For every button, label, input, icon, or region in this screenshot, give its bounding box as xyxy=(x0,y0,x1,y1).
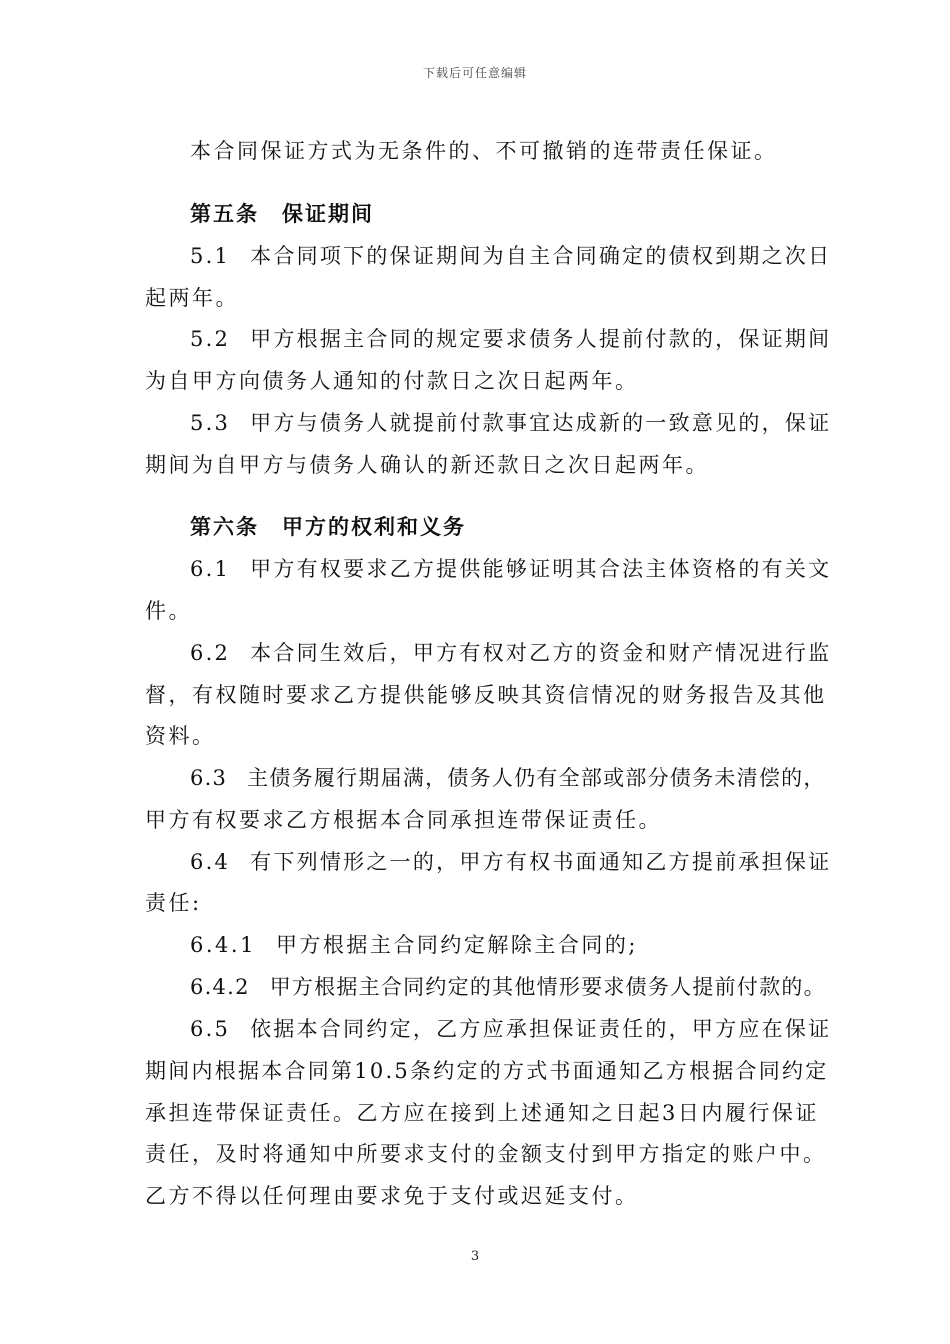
clause-5-3-continued xyxy=(145,452,709,478)
clause-text: 有下列情形之一的，甲方有权书面通知乙方提前承担保证 xyxy=(250,850,832,874)
clause-6-5 xyxy=(190,1016,831,1042)
clause-6-4-1 xyxy=(190,932,638,958)
clause-number: 5.1 xyxy=(190,244,231,268)
clause-6-5-continued xyxy=(145,1183,639,1209)
clause-number: 6.4.2 xyxy=(190,975,250,999)
clause-text: 甲方根据主合同约定的其他情形要求债务人提前付款的。 xyxy=(269,975,826,999)
clause-text: 甲方根据主合同约定解除主合同的; xyxy=(275,933,639,957)
clause-6-3-continued xyxy=(145,807,662,833)
clause-5-1-continued xyxy=(145,285,239,311)
article-5-heading xyxy=(190,201,374,227)
clause-5-2-continued xyxy=(145,368,639,394)
clause-text: 期间内根据本合同第10.5条约定的方式书面通知乙方根据合同约定 xyxy=(145,1059,829,1083)
clause-text: 为自甲方向债务人通知的付款日之次日起两年。 xyxy=(145,369,639,393)
clause-text: 乙方不得以任何理由要求免于支付或迟延支付。 xyxy=(145,1184,639,1208)
clause-text: 责任: xyxy=(145,891,202,915)
clause-text: 依据本合同约定，乙方应承担保证责任的，甲方应在保证 xyxy=(250,1017,832,1041)
clause-text: 督，有权随时要求乙方提供能够反映其资信情况的财务报告及其他 xyxy=(145,683,827,707)
clause-6-3 xyxy=(190,765,826,791)
clause-5-1 xyxy=(190,243,831,269)
clause-6-4-continued xyxy=(145,890,202,916)
clause-number: 6.1 xyxy=(190,557,231,581)
clause-text: 件。 xyxy=(145,599,192,623)
clause-6-2-continued xyxy=(145,723,216,749)
clause-6-4-2 xyxy=(190,974,826,1000)
clause-text: 期间为自甲方与债务人确认的新还款日之次日起两年。 xyxy=(145,453,709,477)
clause-number: 6.4 xyxy=(190,850,231,874)
clause-text: 本合同生效后，甲方有权对乙方的资金和财产情况进行监 xyxy=(250,641,832,665)
clause-text: 承担连带保证责任。乙方应在接到上述通知之日起3日内履行保证 xyxy=(145,1101,819,1125)
clause-text: 起两年。 xyxy=(145,286,239,310)
clause-6-2 xyxy=(190,640,831,666)
paragraph-text: 本合同保证方式为无条件的、不可撤销的连带责任保证。 xyxy=(190,139,778,163)
page-header: 下载后可任意编辑 xyxy=(422,66,527,80)
clause-6-4 xyxy=(190,849,831,875)
clause-text: 主债务履行期届满，债务人仍有全部或部分债务未清偿的， xyxy=(247,766,826,790)
page-number: 3 xyxy=(470,1249,480,1264)
clause-text: 资料。 xyxy=(145,724,216,748)
clause-number: 6.2 xyxy=(190,641,231,665)
heading-text: 第五条 保证期间 xyxy=(190,201,374,226)
clause-number: 5.2 xyxy=(190,327,231,351)
clause-number: 6.3 xyxy=(190,766,228,790)
clause-number: 6.4.1 xyxy=(190,933,256,957)
clause-5-3 xyxy=(190,410,831,436)
clause-6-1-continued xyxy=(145,598,192,624)
guarantee-method-paragraph xyxy=(190,138,778,164)
clause-number: 5.3 xyxy=(190,411,231,435)
article-6-heading xyxy=(190,514,466,540)
clause-number: 6.5 xyxy=(190,1017,231,1041)
clause-6-5-continued xyxy=(145,1141,827,1167)
clause-text: 责任，及时将通知中所要求支付的金额支付到甲方指定的账户中。 xyxy=(145,1142,827,1166)
clause-6-1 xyxy=(190,556,831,582)
clause-5-2 xyxy=(190,326,831,352)
clause-6-2-continued xyxy=(145,682,827,708)
clause-text: 甲方有权要求乙方提供能够证明其合法主体资格的有关文 xyxy=(250,557,832,581)
clause-text: 甲方根据主合同的规定要求债务人提前付款的，保证期间 xyxy=(250,327,832,351)
clause-6-5-continued xyxy=(145,1058,829,1084)
clause-text: 甲方有权要求乙方根据本合同承担连带保证责任。 xyxy=(145,808,662,832)
clause-text: 本合同项下的保证期间为自主合同确定的债权到期之次日 xyxy=(250,244,832,268)
clause-text: 甲方与债务人就提前付款事宜达成新的一致意见的，保证 xyxy=(250,411,832,435)
clause-6-5-continued xyxy=(145,1100,819,1126)
heading-text: 第六条 甲方的权利和义务 xyxy=(190,514,466,539)
